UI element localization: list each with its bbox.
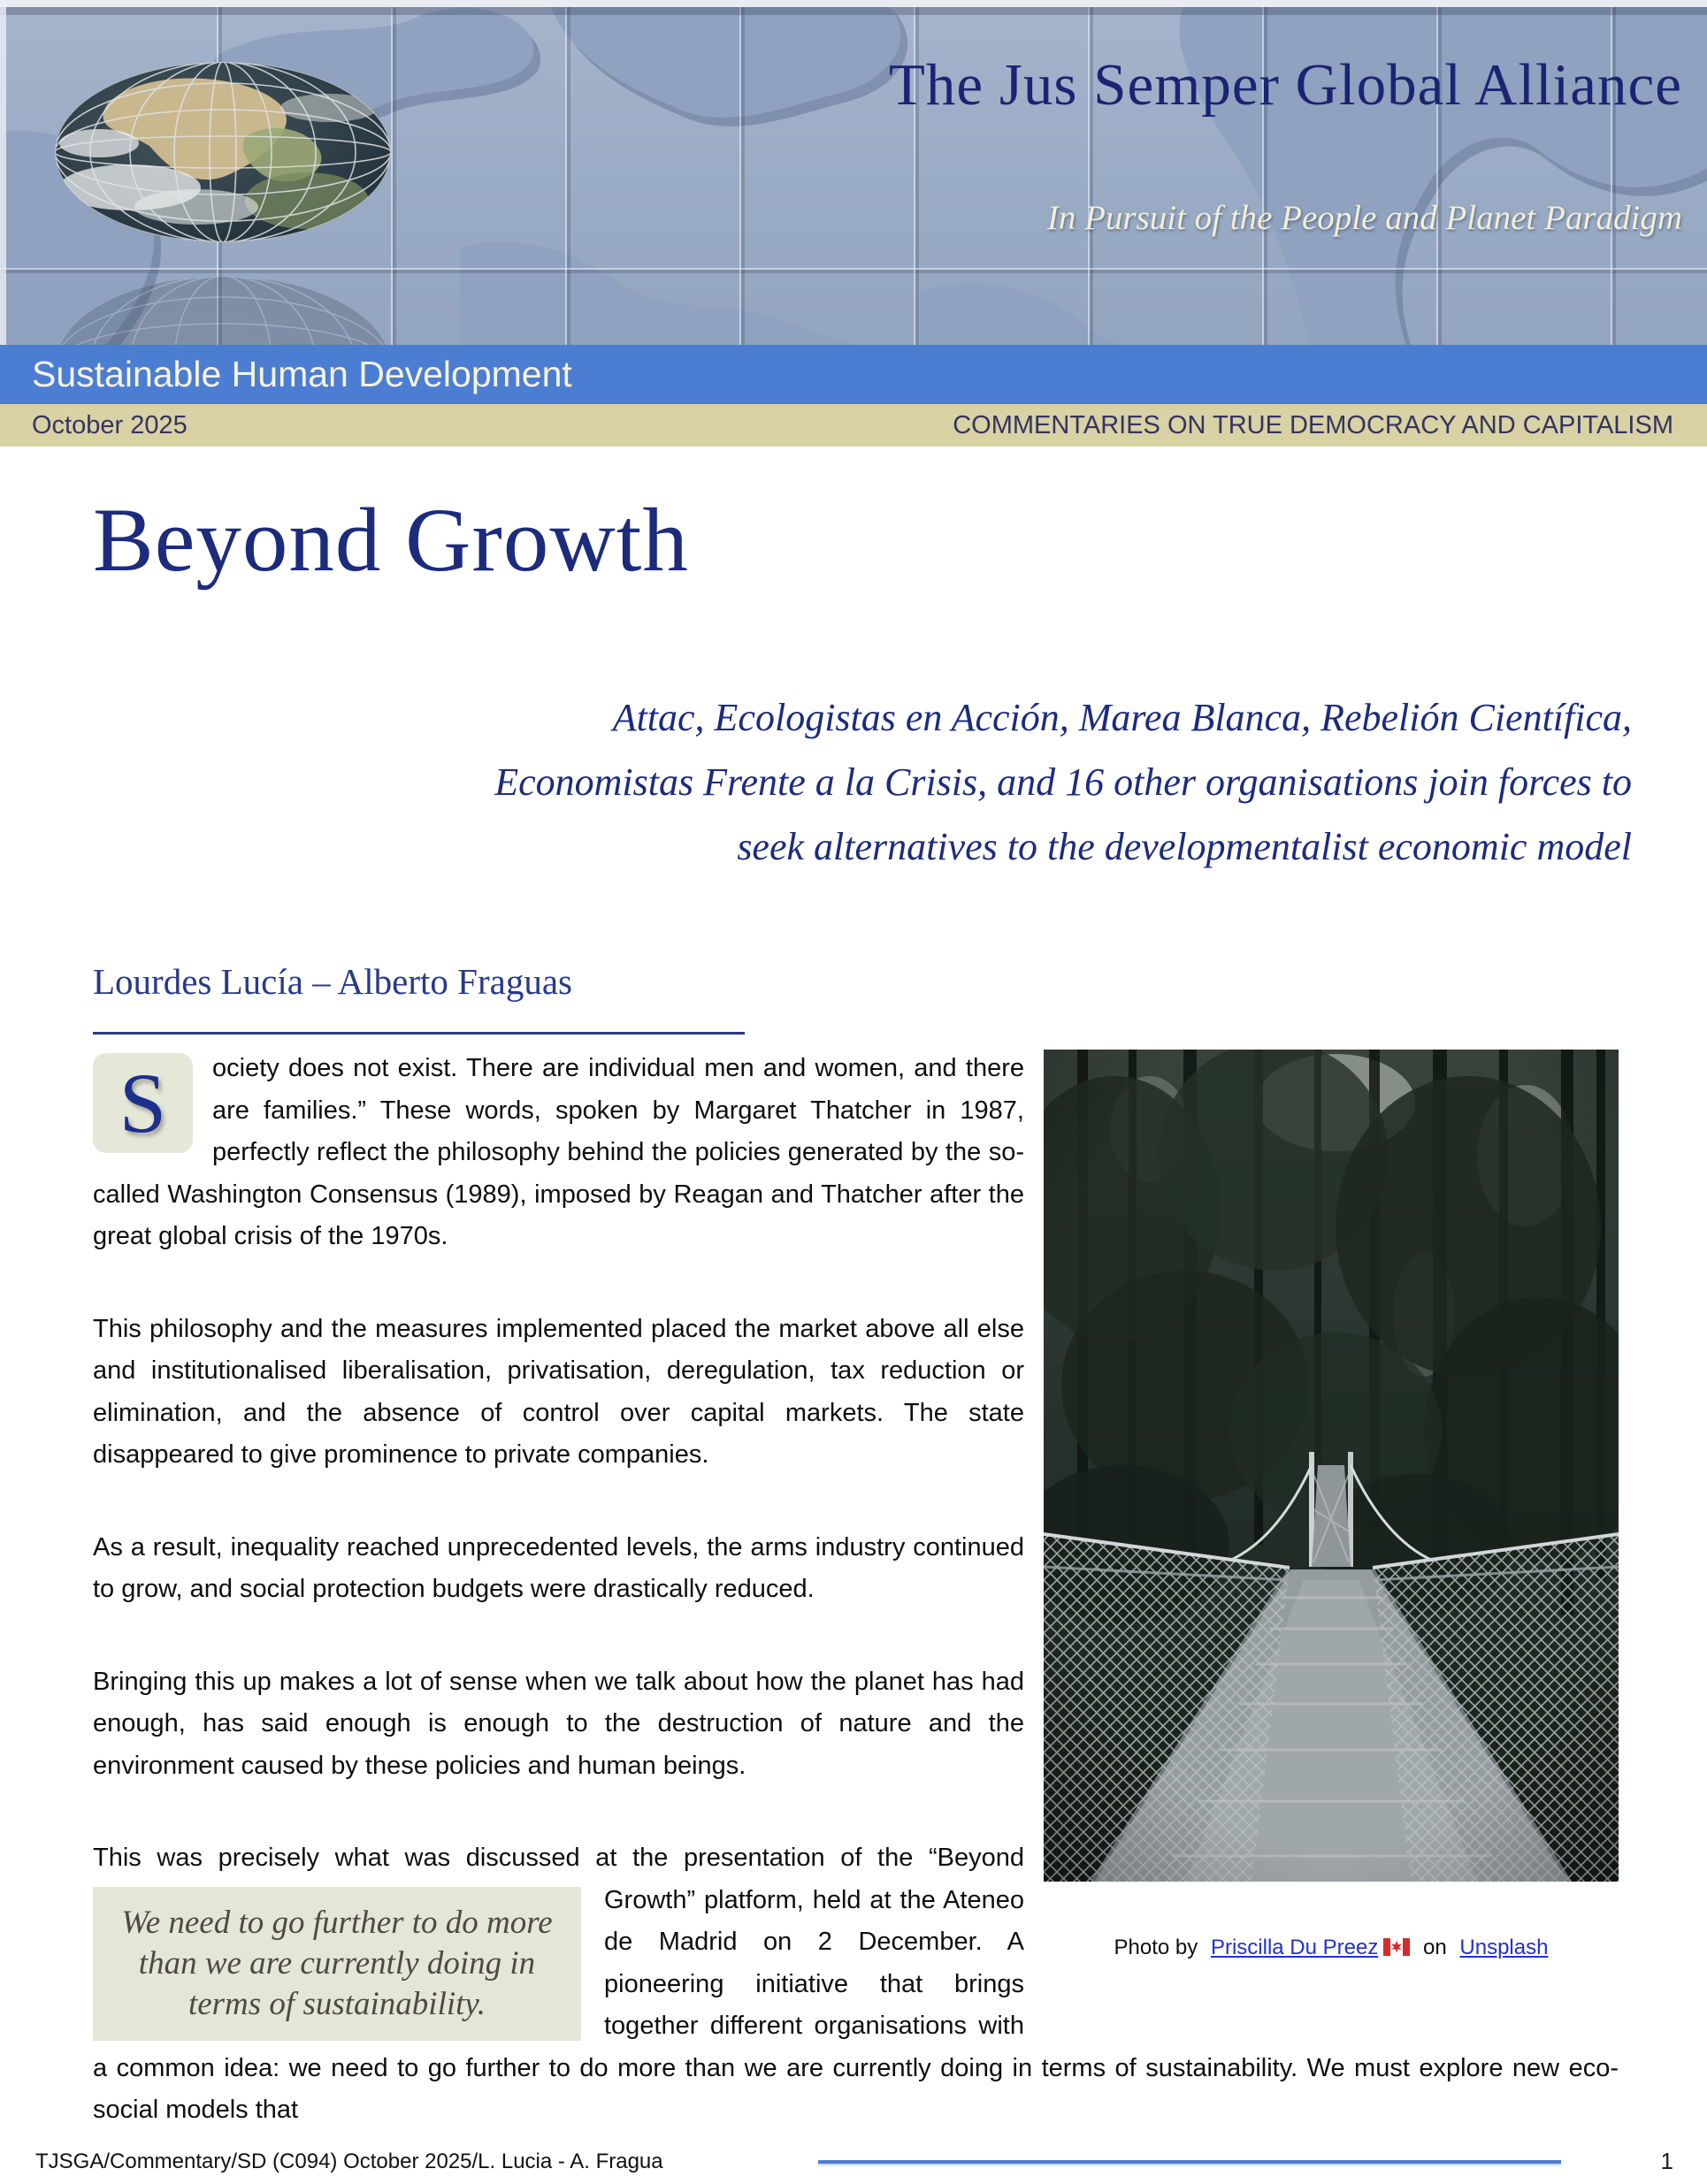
page-number: 1 (1660, 2148, 1673, 2174)
canada-flag-icon (1383, 1936, 1410, 1963)
banner-title: The Jus Semper Global Alliance (888, 52, 1682, 118)
footer-divider-line (818, 2160, 1561, 2164)
page-footer (35, 2148, 1673, 2175)
paragraph-3: As a result, inequality reached unprecedented levels, the arms industry continued to grow, and social protection budgets were drastically reduced. (93, 1532, 1024, 1604)
banner (0, 0, 1707, 345)
author-rule (93, 1032, 745, 1035)
photo-caption (1044, 1935, 1619, 1963)
page-title: Beyond Growth (93, 490, 689, 591)
author-line: Lourdes Lucía – Alberto Fraguas (93, 961, 572, 1003)
paragraph-5-rest: Growth” platform, held at the Ateneo de Madrid on 2 December. A pioneering initiative that brings together different organisations with a common idea: we need to go further to do more than we are currently doing in terms of sustainability. We must explore new eco-social models that (93, 1885, 1619, 2125)
section-bar-label: Sustainable Human Development (32, 354, 572, 394)
article-subtitle (0, 685, 1707, 879)
meta-bar (0, 404, 1707, 447)
paragraph-1-text: ociety does not exist. There are individual men and women, and there are families.” These words, spoken by Margaret Thatcher in 1987, perfectly reflect the philosophy behind the policies generated by the so-called Washington Consensus (1989), imposed by Reagan and Thatcher after the great global crisis of the 1970s. (93, 1054, 1024, 1251)
globe-logo (55, 62, 391, 345)
pullquote: We need to go further to do more than we are currently doing in terms of sustainability. (93, 1887, 581, 2041)
unsplash-link[interactable]: Unsplash (1459, 1936, 1549, 1960)
paragraph-4: Bringing this up makes a lot of sense when we talk about how the planet has had enough, has said enough is enough to the destruction of nature and the environment caused by these policies and human beings. (93, 1667, 1024, 1780)
photographer-link[interactable]: Priscilla Du Preez (1211, 1936, 1410, 1959)
caption-middle: on (1423, 1936, 1447, 1960)
photo-forest-bridge (1044, 1050, 1619, 1882)
paragraph-2: This philosophy and the measures implemented placed the market above all else and institutionalised liberalisation, privatisation, deregulation, tax reduction or elimination, and the absence of control over capital markets. The state disappeared to give prominence to private companies. (93, 1314, 1024, 1470)
banner-subtitle: In Pursuit of the People and Planet Paradigm (1046, 199, 1682, 237)
dropcap-letter: S (119, 1055, 167, 1150)
caption-prefix: Photo by (1114, 1936, 1198, 1960)
subtitle-line-1: Attac, Ecologistas en Acción, Marea Blanca, Rebelión Científica, (612, 696, 1632, 740)
section-bar (0, 345, 1707, 404)
series-label: COMMENTARIES ON TRUE DEMOCRACY AND CAPITALISM (953, 410, 1673, 439)
article-body (93, 1048, 1619, 2132)
footer-reference: TJSGA/Commentary/SD (C094) October 2025/L. Lucia - A. Fragua (35, 2149, 663, 2173)
article-figure (1044, 1050, 1619, 1963)
paragraph-5-start: This was precisely what was discussed at the presentation of the “Beyond (93, 1844, 1024, 1873)
issue-date: October 2025 (32, 410, 188, 439)
subtitle-line-3: seek alternatives to the developmentalist economic model (737, 825, 1632, 869)
dropcap-box (93, 1053, 193, 1153)
subtitle-line-2: Economistas Frente a la Crisis, and 16 other organisations join forces to (494, 760, 1632, 805)
